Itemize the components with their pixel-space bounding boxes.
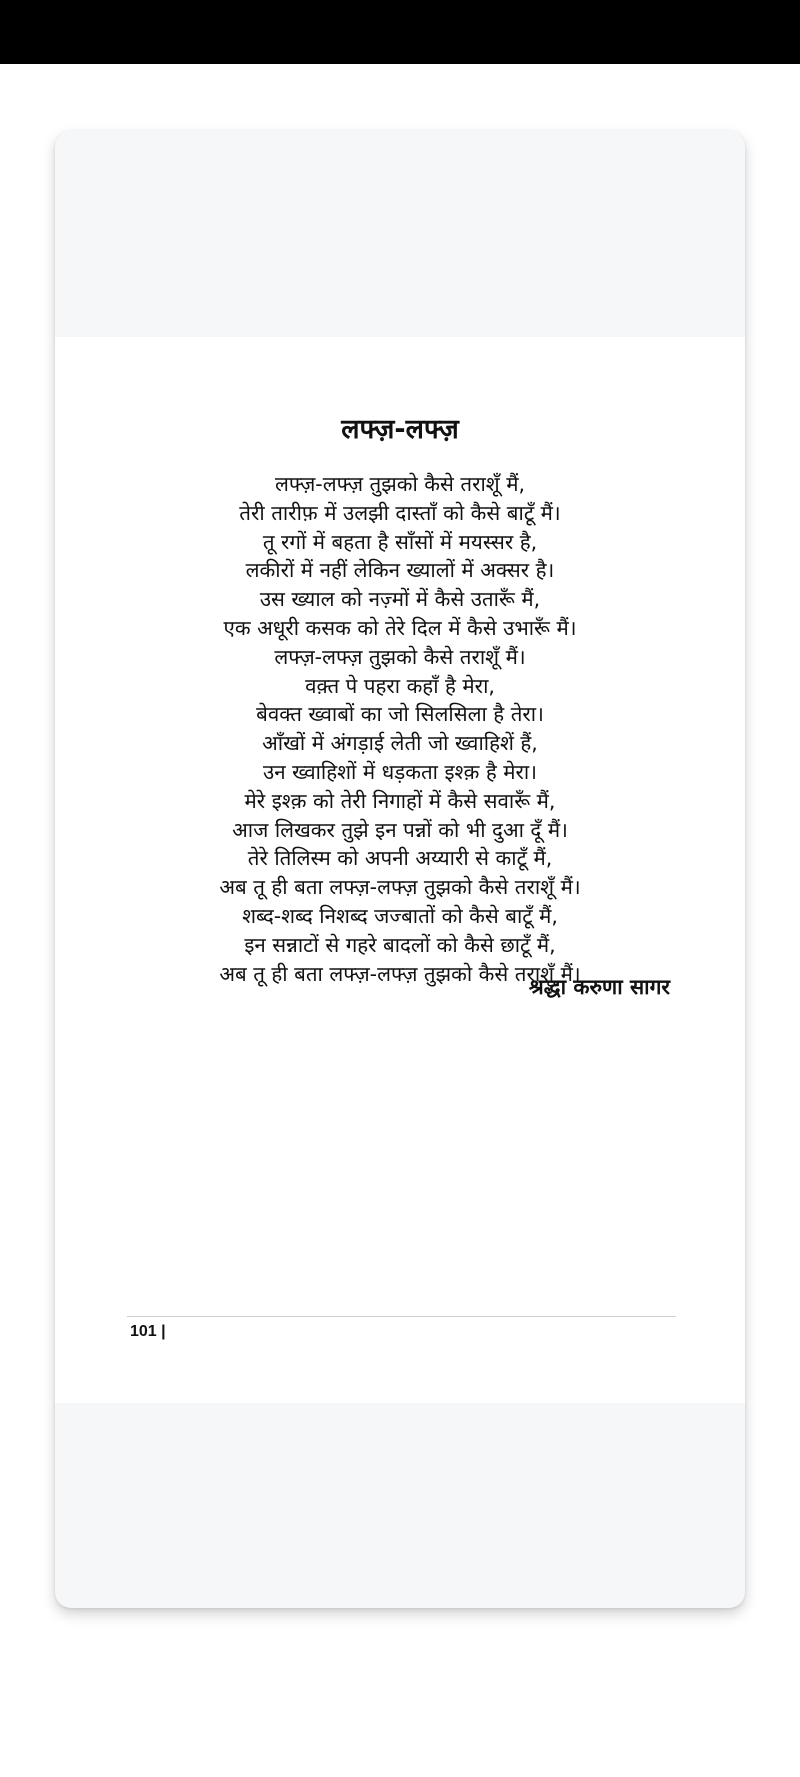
poem-line: शब्द-शब्द निशब्द जज्बातों को कैसे बाटूँ मैं, (242, 903, 558, 928)
poem-line: लकीरों में नहीं लेकिन ख्यालों में अक्सर है। (245, 558, 555, 583)
poem-line: तेरी तारीफ़ में उलझी दास्ताँ को कैसे बाटूँ मैं। (239, 500, 561, 525)
poem-line: एक अधूरी कसक को तेरे दिल में कैसे उभारूँ मैं। (223, 615, 577, 640)
status-bar (0, 0, 800, 64)
page-number: 101 | (130, 1323, 166, 1340)
footer-divider (127, 1316, 676, 1317)
poem-author: श्रद्धा करुणा सागर (528, 975, 670, 999)
poem-line: लफ्ज़-लफ्ज़ तुझको कैसे तराशूँ मैं। (274, 644, 526, 669)
poem-line: लफ्ज़-लफ्ज़ तुझको कैसे तराशूँ मैं, (274, 472, 526, 496)
poem-line: आँखों में अंगड़ाई लेती जो ख्वाहिशें हैं, (262, 731, 538, 756)
poem-line: वक़्त पे पहरा कहाँ है मेरा, (305, 673, 495, 698)
poem-line: तू रगों में बहता है साँसों में मयस्सर है, (262, 529, 538, 554)
poem-line: मेरे इश्क़ को तेरी निगाहों में कैसे सवारूँ मैं, (244, 788, 556, 813)
document-page[interactable] (55, 337, 745, 1403)
poem-body (55, 470, 745, 988)
poem-line: उन ख्वाहिशों में धड़कता इश्क़ है मेरा। (263, 759, 537, 784)
poem-line: आज लिखकर तुझे इन पन्नों को भी दुआ दूँ मैं। (232, 817, 568, 842)
poem-line: अब तू ही बता लफ्ज़-लफ्ज़ तुझको कैसे तराशूँ मैं। (219, 961, 581, 986)
poem-line: अब तू ही बता लफ्ज़-लफ्ज़ तुझको कैसे तराशूँ मैं। (219, 875, 581, 900)
poem-line: बेवक्त ख्वाबों का जो सिलसिला है तेरा। (256, 702, 544, 727)
poem-line: तेरे तिलिस्म को अपनी अय्यारी से काटूँ मैं, (247, 846, 553, 871)
poem-line: इन सन्नाटों से गहरे बादलों को कैसे छाटूँ मैं, (244, 932, 556, 957)
document-viewer-card[interactable] (55, 131, 745, 1608)
poem-title: लफ्ज़-लफ्ज़ (341, 414, 459, 445)
poem-line: उस ख्याल को नज़्मों में कैसे उतारूँ मैं, (259, 587, 541, 612)
